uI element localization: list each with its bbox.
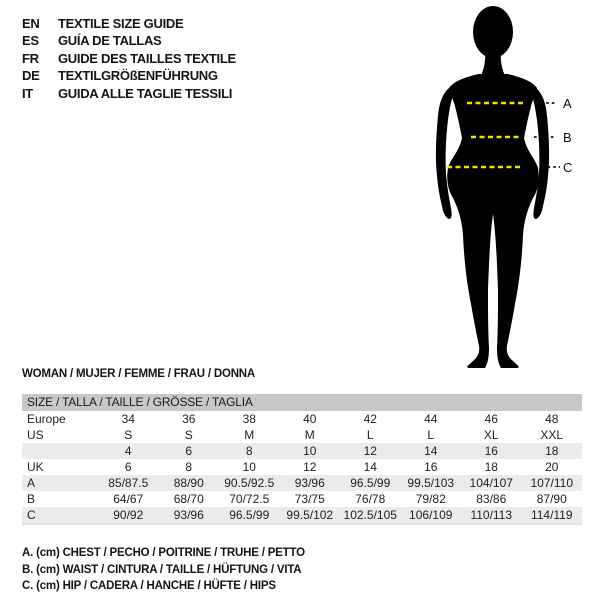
size-cell: 4 xyxy=(124,444,132,458)
size-cell: 10 xyxy=(303,444,317,458)
marker-label-b: B xyxy=(563,130,572,145)
table-title: WOMAN / MUJER / FEMME / FRAU / DONNA xyxy=(22,368,256,380)
row-label: Europe xyxy=(27,412,66,426)
measurement-legend xyxy=(22,545,305,595)
table-row-waist xyxy=(22,491,582,507)
size-cell: L xyxy=(427,428,435,442)
size-cell: 16 xyxy=(484,444,498,458)
language-title-list xyxy=(22,15,236,102)
legend-chest: A. (cm) CHEST / PECHO / POITRINE / TRUHE / PETTO xyxy=(22,547,305,559)
measure-cell: 68/70 xyxy=(173,492,204,506)
size-cell: 12 xyxy=(303,460,317,474)
table-row-uk xyxy=(22,459,582,475)
row-label: US xyxy=(27,428,44,442)
size-cell: 38 xyxy=(242,412,256,426)
size-cell: 6 xyxy=(185,444,193,458)
size-cell: 8 xyxy=(185,460,193,474)
measure-cell: 76/78 xyxy=(355,492,386,506)
body-measurement-diagram xyxy=(415,0,600,370)
size-cell: 48 xyxy=(545,412,559,426)
size-cell: 18 xyxy=(484,460,498,474)
size-cell: 14 xyxy=(424,444,438,458)
silhouette-right-arm xyxy=(530,88,549,219)
language-code: IT xyxy=(22,85,33,101)
silhouette-left-arm xyxy=(436,88,455,219)
table-row-europe xyxy=(22,411,582,427)
language-code: ES xyxy=(22,33,39,49)
size-cell: 8 xyxy=(245,444,253,458)
guide-title: GUIDE DES TAILLES TEXTILE xyxy=(58,50,236,66)
measure-cell: 64/67 xyxy=(113,492,144,506)
language-code: FR xyxy=(22,50,39,66)
measure-cell: 107/110 xyxy=(530,476,573,490)
guide-title: GUÍA DE TALLAS xyxy=(58,33,162,49)
table-row-us-numeric xyxy=(22,443,582,459)
measure-cell: 85/87.5 xyxy=(108,476,149,490)
measure-cell: 106/109 xyxy=(409,508,453,522)
size-cell: XXL xyxy=(540,428,564,442)
measure-cell: 73/75 xyxy=(294,492,325,506)
measure-cell: 93/96 xyxy=(294,476,325,490)
guide-title: GUIDA ALLE TAGLIE TESSILI xyxy=(58,85,233,101)
guide-title: TEXTILGRÖßENFÜHRUNG xyxy=(58,68,218,84)
measure-cell: 88/90 xyxy=(173,476,204,490)
language-code: DE xyxy=(22,68,40,84)
measure-cell: 83/86 xyxy=(476,492,507,506)
size-cell: S xyxy=(184,428,193,442)
size-cell: M xyxy=(304,428,315,442)
silhouette-torso-legs xyxy=(447,74,539,368)
measure-cell: 114/119 xyxy=(530,508,573,522)
size-cell: 34 xyxy=(121,412,135,426)
size-cell: 36 xyxy=(182,412,196,426)
measure-cell: 104/107 xyxy=(469,476,513,490)
size-cell: XL xyxy=(483,428,499,442)
row-label: B xyxy=(27,492,36,506)
row-label xyxy=(22,443,98,459)
size-cell: 16 xyxy=(424,460,438,474)
measure-cell: 110/113 xyxy=(470,508,513,522)
row-label: C xyxy=(27,508,36,522)
language-row xyxy=(22,85,236,102)
table-row-us xyxy=(22,427,582,443)
measure-cell: 102.5/105 xyxy=(343,508,397,522)
language-code: EN xyxy=(22,16,40,31)
size-table xyxy=(22,394,582,525)
measure-cell: 70/72.5 xyxy=(229,492,270,506)
size-cell: 40 xyxy=(303,412,317,426)
size-cell: 20 xyxy=(545,460,559,474)
measure-cell: 90/92 xyxy=(113,508,144,522)
measure-cell: 87/90 xyxy=(536,492,567,506)
legend-waist: B. (cm) WAIST / CINTURA / TAILLE / HÜFTUNG / VITA xyxy=(22,563,302,576)
measure-cell: 96.5/99 xyxy=(350,476,391,490)
language-row xyxy=(22,50,236,67)
row-label: UK xyxy=(27,460,44,474)
measure-cell: 90.5/92.5 xyxy=(224,476,275,490)
size-cell: S xyxy=(124,428,133,442)
size-table-header: SIZE / TALLA / TAILLE / GRÖSSE / TAGLIA xyxy=(22,394,582,411)
language-row xyxy=(22,15,236,32)
measure-cell: 96.5/99 xyxy=(229,508,270,522)
measure-cell: 99.5/102 xyxy=(286,508,334,522)
size-cell: 14 xyxy=(363,460,377,474)
measure-cell: 93/96 xyxy=(173,508,204,522)
size-cell: L xyxy=(366,428,374,442)
language-row xyxy=(22,32,236,49)
guide-title: TEXTILE SIZE GUIDE xyxy=(58,16,184,31)
row-label: A xyxy=(27,476,36,490)
size-cell: M xyxy=(244,428,255,442)
marker-label-a: A xyxy=(563,96,572,111)
size-cell: 10 xyxy=(242,460,256,474)
size-cell: 46 xyxy=(484,412,498,426)
table-row-chest xyxy=(22,475,582,491)
legend-hip: C. (cm) HIP / CADERA / HANCHE / HÜFTE / HIPS xyxy=(22,580,276,593)
table-row-hip xyxy=(22,507,582,523)
size-cell: 42 xyxy=(363,412,377,426)
size-cell: 6 xyxy=(124,460,132,474)
language-row xyxy=(22,67,236,84)
measure-cell: 79/82 xyxy=(415,492,446,506)
size-cell: 18 xyxy=(545,444,559,458)
marker-label-c: C xyxy=(563,160,573,175)
size-cell: 44 xyxy=(424,412,438,426)
size-cell: 12 xyxy=(363,444,377,458)
measure-cell: 99.5/103 xyxy=(407,476,455,490)
